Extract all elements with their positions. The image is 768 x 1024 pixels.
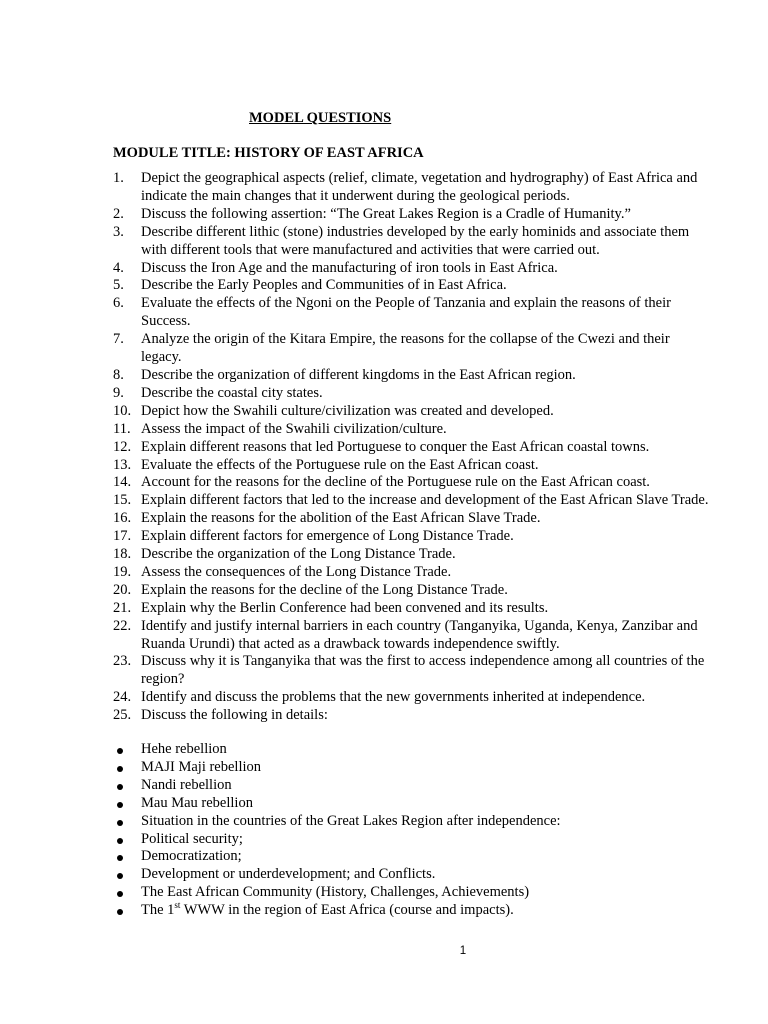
bullet-icon <box>117 909 123 915</box>
bullet-list <box>113 741 713 920</box>
question-number: 24. <box>113 689 132 706</box>
bullet-icon <box>117 766 123 772</box>
question-number: 10. <box>113 402 132 419</box>
bullet-text-after: WWW in the region of East Africa (course and impacts). <box>180 902 514 919</box>
question-text: Account for the reasons for the decline of the Portuguese rule on the East African coast. <box>141 474 650 491</box>
question-number: 13. <box>113 456 132 473</box>
question-number: 17. <box>113 528 132 545</box>
question-number: 20. <box>113 581 132 598</box>
question-item <box>113 385 713 403</box>
ordinal-suffix: st <box>174 900 181 911</box>
question-item <box>113 277 713 295</box>
question-text: Explain different factors that led to the increase and development of the East African Slave Trade. <box>141 492 709 509</box>
question-text: Discuss the following in details: <box>141 707 328 724</box>
question-number: 6. <box>113 295 124 312</box>
question-item <box>113 367 713 385</box>
question-text: Explain different factors for emergence of Long Distance Trade. <box>141 528 514 545</box>
question-number: 23. <box>113 653 132 670</box>
question-text: Identify and discuss the problems that the new governments inherited at independence. <box>141 689 646 706</box>
question-text: Assess the impact of the Swahili civilization/culture. <box>141 420 447 437</box>
question-number: 19. <box>113 563 132 580</box>
bullet-text-before: The 1 <box>141 902 175 919</box>
question-text: Discuss the Iron Age and the manufacturing of iron tools in East Africa. <box>141 259 558 276</box>
bullet-text: Democratization; <box>141 848 242 865</box>
bullet-text: MAJI Maji rebellion <box>141 758 262 775</box>
bullet-icon <box>117 891 123 897</box>
bullet-item <box>113 759 713 777</box>
bullet-icon <box>117 838 123 844</box>
question-number: 9. <box>113 384 124 401</box>
bullet-item <box>113 831 713 849</box>
bullet-item <box>113 777 713 795</box>
question-number: 7. <box>113 331 124 348</box>
question-item <box>113 510 713 528</box>
question-text: Assess the consequences of the Long Distance Trade. <box>141 563 452 580</box>
question-text: Describe different lithic (stone) industries developed by the early hominids and associate them with different tools that were manufactured and activities that were carried out. <box>141 223 690 258</box>
question-item <box>113 170 713 206</box>
page-title: MODEL QUESTIONS <box>249 110 392 126</box>
bullet-item <box>113 813 713 831</box>
question-item <box>113 474 713 492</box>
question-item <box>113 707 713 725</box>
bullet-text: Hehe rebellion <box>141 741 227 757</box>
question-number: 18. <box>113 546 132 563</box>
question-number: 12. <box>113 438 132 455</box>
question-item <box>113 564 713 582</box>
question-text: Discuss why it is Tanganyika that was the first to access independence among all countries of the region? <box>141 653 705 688</box>
question-text: Identify and justify internal barriers in each country (Tanganyika, Uganda, Kenya, Zanzibar and Ruanda Urundi) that acted as a drawback towards independence swiftly. <box>141 617 698 652</box>
question-number: 1. <box>113 170 124 186</box>
bullet-icon <box>117 855 123 861</box>
bullet-icon <box>117 802 123 808</box>
question-item <box>113 206 713 224</box>
question-text: Describe the coastal city states. <box>141 384 323 401</box>
question-item <box>113 600 713 618</box>
question-item <box>113 457 713 475</box>
question-text: Discuss the following assertion: “The Great Lakes Region is a Cradle of Humanity.” <box>141 205 631 222</box>
bullet-icon <box>117 784 123 790</box>
bullet-text: Situation in the countries of the Great Lakes Region after independence: <box>141 812 561 829</box>
question-item <box>113 528 713 546</box>
question-number: 16. <box>113 510 132 527</box>
question-item <box>113 582 713 600</box>
question-item <box>113 224 713 260</box>
question-item <box>113 618 713 654</box>
bullet-text: Nandi rebellion <box>141 776 232 793</box>
bullet-item <box>113 741 713 759</box>
question-number: 8. <box>113 366 124 383</box>
question-number: 15. <box>113 492 132 509</box>
bullet-icon <box>117 820 123 826</box>
question-number: 11. <box>113 420 131 437</box>
question-text: Evaluate the effects of the Portuguese rule on the East African coast. <box>141 456 539 473</box>
question-text: Depict how the Swahili culture/civilization was created and developed. <box>141 402 554 419</box>
bullet-item <box>113 795 713 813</box>
question-list <box>113 170 713 725</box>
bullet-text: Mau Mau rebellion <box>141 794 253 811</box>
question-item <box>113 546 713 564</box>
bullet-text: Development or underdevelopment; and Conflicts. <box>141 866 436 883</box>
question-text: Describe the organization of the Long Distance Trade. <box>141 546 456 563</box>
page-number: 1 <box>459 945 467 957</box>
question-text: Describe the organization of different kingdoms in the East African region. <box>141 366 576 383</box>
question-text: Evaluate the effects of the Ngoni on the People of Tanzania and explain the reasons of their Success. <box>141 295 671 330</box>
bullet-item <box>113 902 713 920</box>
question-item <box>113 492 713 510</box>
bullet-text: The East African Community (History, Challenges, Achievements) <box>141 884 530 901</box>
question-item <box>113 403 713 421</box>
module-title: MODULE TITLE: HISTORY OF EAST AFRICA <box>113 145 424 161</box>
question-item <box>113 439 713 457</box>
question-number: 3. <box>113 223 124 240</box>
question-text: Explain different reasons that led Portuguese to conquer the East African coastal towns. <box>141 438 650 455</box>
question-number: 14. <box>113 474 132 491</box>
bullet-icon <box>117 748 123 754</box>
question-number: 5. <box>113 277 124 294</box>
bullet-text: Political security; <box>141 830 243 847</box>
bullet-icon <box>117 873 123 879</box>
question-number: 21. <box>113 599 132 616</box>
question-item <box>113 260 713 278</box>
question-text: Explain why the Berlin Conference had been convened and its results. <box>141 599 549 616</box>
question-number: 22. <box>113 617 132 634</box>
question-item <box>113 653 713 689</box>
question-number: 2. <box>113 205 124 222</box>
question-text: Describe the Early Peoples and Communities of in East Africa. <box>141 277 507 294</box>
question-text: Analyze the origin of the Kitara Empire, the reasons for the collapse of the Cwezi and their legacy. <box>141 331 670 366</box>
question-item <box>113 689 713 707</box>
bullet-item <box>113 848 713 866</box>
question-text: Depict the geographical aspects (relief, climate, vegetation and hydrography) of East Africa and indicate the main changes that it underwent during the geological periods. <box>141 170 698 204</box>
question-number: 25. <box>113 707 132 724</box>
question-number: 4. <box>113 259 124 276</box>
question-item <box>113 295 713 331</box>
bullet-item <box>113 884 713 902</box>
question-text: Explain the reasons for the abolition of the East African Slave Trade. <box>141 510 541 527</box>
question-item <box>113 331 713 367</box>
question-text: Explain the reasons for the decline of the Long Distance Trade. <box>141 581 508 598</box>
question-item <box>113 421 713 439</box>
bullet-item <box>113 866 713 884</box>
